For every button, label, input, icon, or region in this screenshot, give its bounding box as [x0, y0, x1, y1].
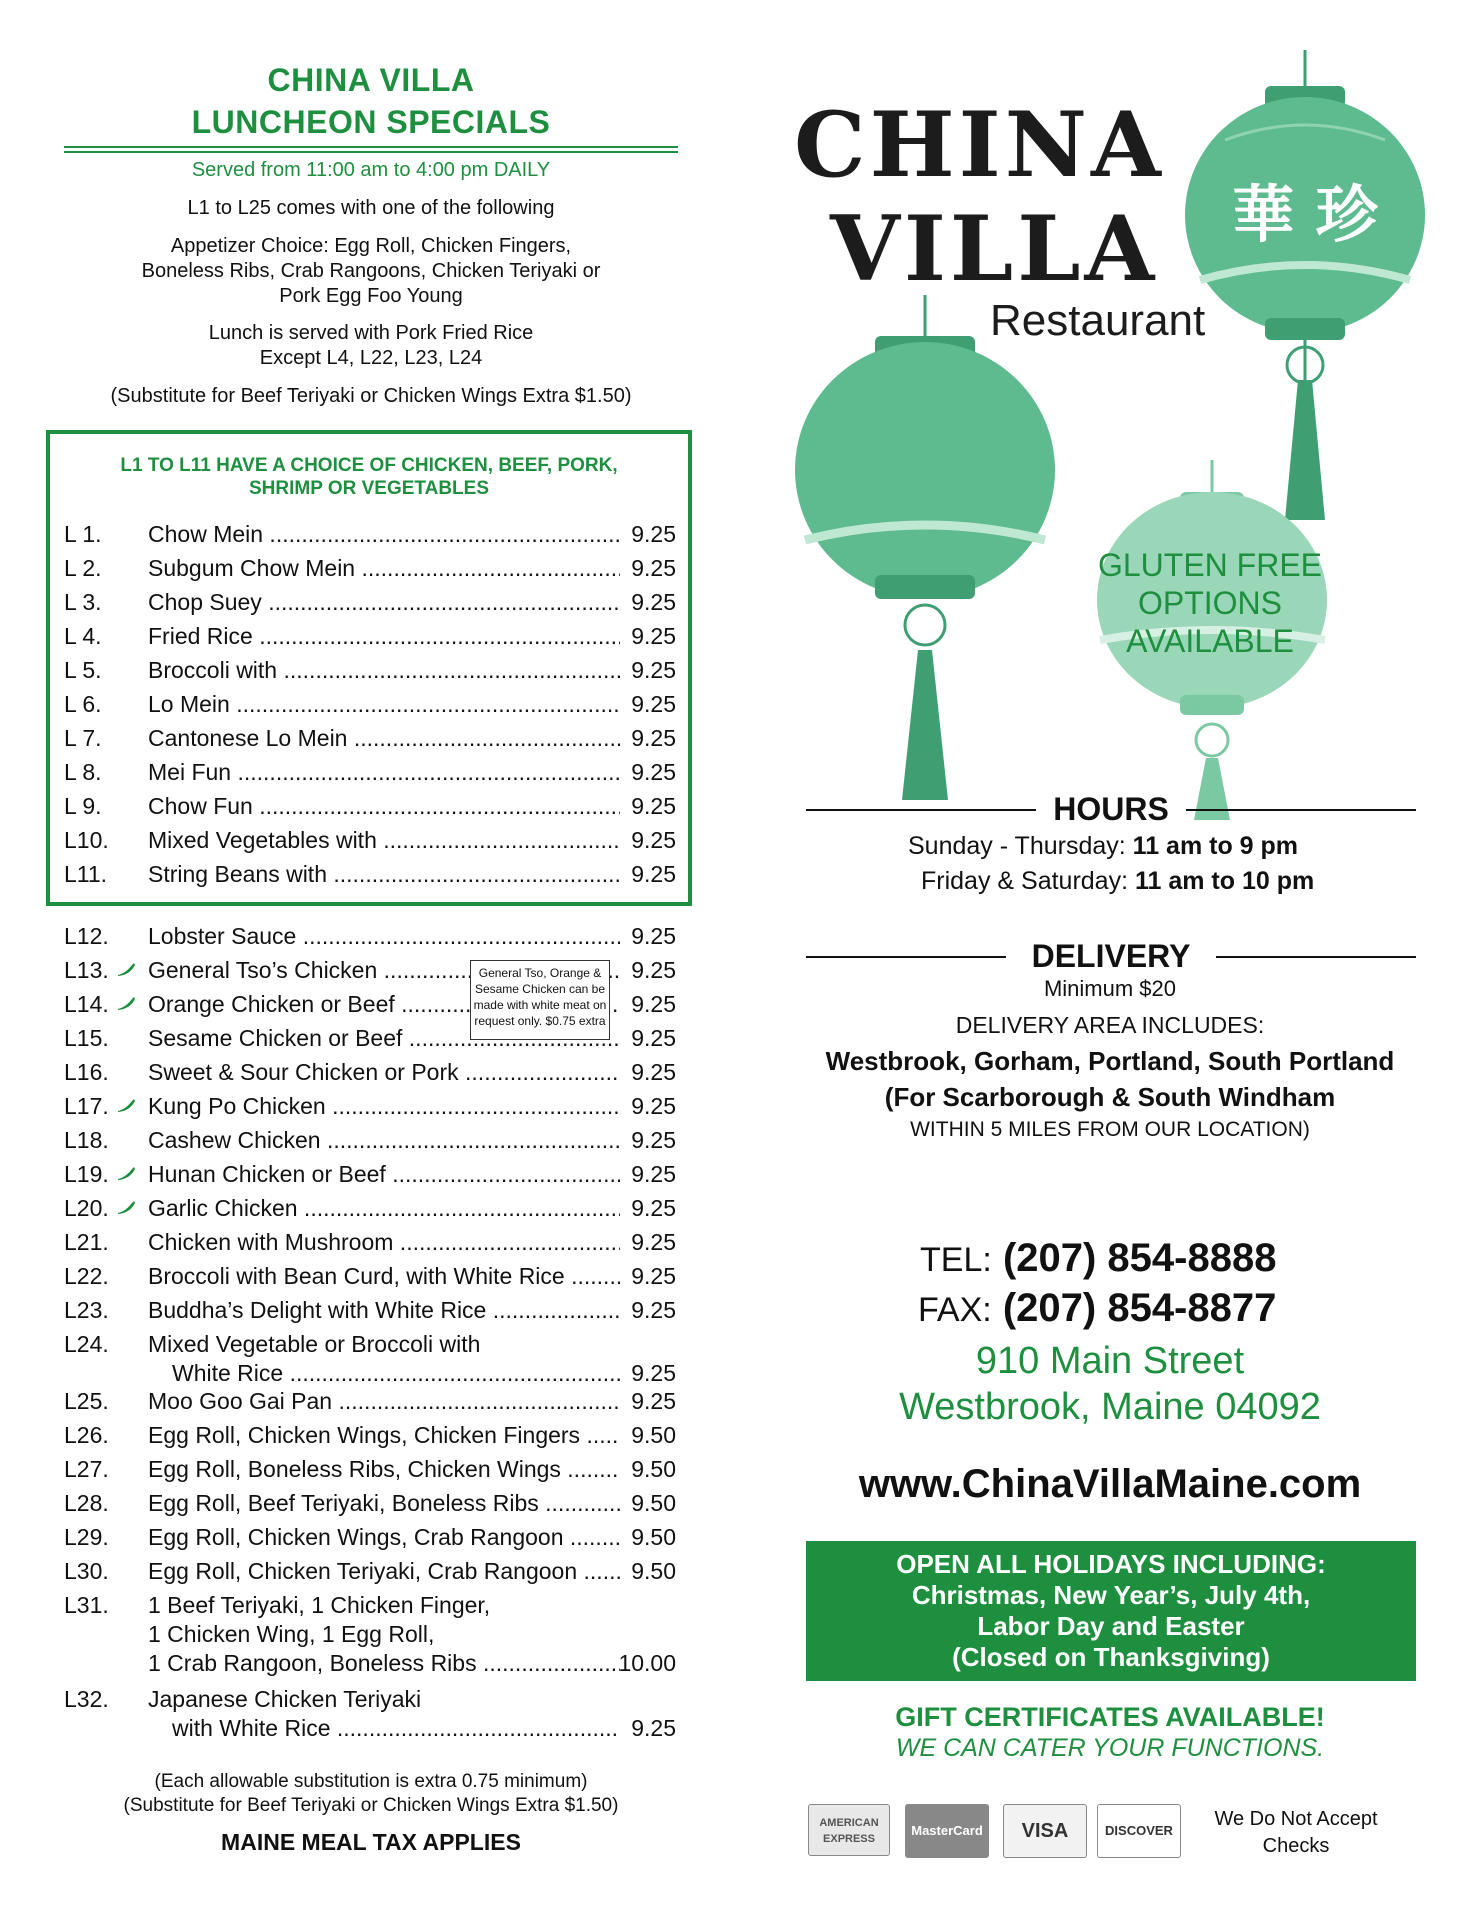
hot-pepper-icon	[116, 1165, 136, 1181]
holiday-line-4: (Closed on Thanksgiving)	[952, 1642, 1270, 1672]
menu-item-name: String Beans with .....	[148, 858, 620, 890]
menu-item-name: Egg Roll, Chicken Wings, Chicken Fingers .....	[148, 1419, 620, 1451]
hours-heading	[806, 793, 1416, 825]
menu-item	[64, 552, 676, 584]
menu-item-price: 9.25	[631, 1161, 676, 1187]
luncheon-specials-column	[0, 0, 740, 1920]
holiday-line-2: Christmas, New Year’s, July 4th,	[911, 1580, 1311, 1610]
menu-item-name: 1 Crab Rangoon, Boneless Ribs .....	[148, 1647, 620, 1679]
menu-item-name: Japanese Chicken Teriyaki	[148, 1686, 422, 1712]
lunch-title-2: LUNCHEON SPECIALS	[191, 104, 551, 140]
menu-item-code: L 3.	[64, 589, 102, 615]
menu-item-code: L30.	[64, 1558, 109, 1584]
menu-item-name: Garlic Chicken .....	[148, 1192, 620, 1224]
menu-item-name: Egg Roll, Chicken Teriyaki, Crab Rangoon .....	[148, 1555, 620, 1587]
catering-note: WE CAN CATER YOUR FUNCTIONS.	[895, 1734, 1325, 1762]
menu-item	[64, 1090, 676, 1122]
menu-item-code: L31.	[64, 1592, 109, 1618]
menu-item	[64, 1056, 676, 1088]
menu-item-name: Orange Chicken or Beef .....	[148, 988, 620, 1020]
menu-item-price: 9.25	[631, 759, 676, 785]
hours-line-2	[921, 865, 1314, 897]
lantern-right	[1185, 50, 1425, 520]
menu-item-name: Chop Suey .....	[148, 586, 620, 618]
menu-item-name: Egg Roll, Beef Teriyaki, Boneless Ribs .....	[148, 1487, 620, 1519]
menu-item-price: 9.25	[631, 1025, 676, 1051]
menu-item-name: Kung Po Chicken .....	[148, 1090, 620, 1122]
menu-item-price: 9.25	[631, 827, 676, 853]
restaurant-label: Restaurant	[990, 296, 1206, 345]
menu-item-code: L 7.	[64, 725, 102, 751]
tax-note: MAINE MEAL TAX APPLIES	[221, 1829, 521, 1855]
menu-item	[64, 1192, 676, 1224]
menu-item-price: 9.25	[631, 521, 676, 547]
menu-item	[64, 1124, 676, 1156]
menu-item-name: Chow Mein .....	[148, 518, 620, 550]
menu-item-price: 9.25	[631, 589, 676, 615]
white-meat-note: General Tso, Orange & Sesame Chicken can be made with white meat on request only. $0.75 extra	[470, 960, 610, 1040]
hours-title: HOURS	[1053, 791, 1169, 827]
holiday-line-1: OPEN ALL HOLIDAYS INCLUDING:	[896, 1549, 1326, 1579]
menu-item-name: Broccoli with Bean Curd, with White Rice .....	[148, 1260, 620, 1292]
fax-label: FAX:	[918, 1291, 992, 1329]
menu-item-code: L 8.	[64, 759, 102, 785]
menu-item-code: L13.	[64, 957, 109, 983]
menu-item-code: L22.	[64, 1263, 109, 1289]
hot-pepper-icon	[116, 995, 136, 1011]
menu-item-name: Moo Goo Gai Pan .....	[148, 1385, 620, 1417]
delivery-area-extra: (For Scarborough & South Windham	[884, 1082, 1336, 1112]
menu-item-price: 9.50	[631, 1490, 676, 1516]
logo-word-villa: VILLA	[830, 196, 1159, 302]
hours-line-1	[908, 830, 1298, 862]
menu-item	[64, 824, 676, 856]
menu-item-code: L 1.	[64, 521, 102, 547]
menu-item-code: L 5.	[64, 657, 102, 683]
menu-item	[64, 920, 676, 952]
menu-item-name: Egg Roll, Boneless Ribs, Chicken Wings .....	[148, 1453, 620, 1485]
menu-item-price: 9.25	[631, 555, 676, 581]
menu-item-name: Cashew Chicken .....	[148, 1124, 620, 1156]
mastercard-logo: MasterCard	[905, 1804, 989, 1858]
menu-item-price: 9.25	[631, 861, 676, 887]
menu-item-code: L23.	[64, 1297, 109, 1323]
menu-item-name: White Rice .....	[172, 1357, 620, 1389]
menu-item-price: 9.25	[631, 923, 676, 949]
menu-item-price: 9.25	[631, 1093, 676, 1119]
menu-item-name: Hunan Chicken or Beef .....	[148, 1158, 620, 1190]
logo-word-china: CHINA	[794, 92, 1165, 198]
hours-days-2: Friday & Saturday:	[921, 867, 1129, 895]
menu-item	[64, 688, 676, 720]
menu-item-price: 9.25	[631, 691, 676, 717]
delivery-area-towns: Westbrook, Gorham, Portland, South Portland	[825, 1046, 1395, 1076]
comes-with-note: L1 to L25 comes with one of the following	[187, 197, 555, 219]
menu-item-price: 9.25	[631, 1388, 676, 1414]
menu-item-code: L10.	[64, 827, 109, 853]
gluten-free-badge	[1060, 546, 1360, 660]
menu-item	[64, 1158, 676, 1190]
menu-item-price: 9.50	[631, 1456, 676, 1482]
amex-card-logo: AMERICAN EXPRESS	[808, 1804, 890, 1856]
menu-item-code: L12.	[64, 923, 109, 949]
menu-item-code: L16.	[64, 1059, 109, 1085]
menu-item-name: 1 Beef Teriyaki, 1 Chicken Finger,	[148, 1592, 491, 1618]
menu-item-code: L11.	[64, 861, 108, 887]
menu-item	[64, 518, 676, 550]
menu-item-name: Lo Mein .....	[148, 688, 620, 720]
choice-box-heading	[50, 454, 688, 500]
menu-item-name: Chow Fun .....	[148, 790, 620, 822]
gluten-free-line-1: GLUTEN FREE	[1097, 547, 1323, 583]
title-rule	[64, 146, 678, 148]
delivery-area-label: DELIVERY AREA INCLUDES:	[955, 1012, 1265, 1038]
choice-heading-line-2: SHRIMP OR VEGETABLES	[249, 478, 489, 499]
holiday-banner	[806, 1541, 1416, 1681]
delivery-area-radius: WITHIN 5 MILES FROM OUR LOCATION)	[910, 1118, 1310, 1141]
fried-rice-line-1: Lunch is served with Pork Fried Rice	[208, 322, 534, 344]
menu-item-code: L 2.	[64, 555, 102, 581]
street-address: 910 Main Street	[975, 1340, 1245, 1382]
menu-item-name: Cantonese Lo Mein .....	[148, 722, 620, 754]
menu-item	[64, 1385, 676, 1417]
gluten-free-line-2: OPTIONS AVAILABLE	[1126, 585, 1294, 659]
hot-pepper-icon	[116, 1199, 136, 1215]
menu-item	[64, 1419, 676, 1451]
menu-item	[64, 1555, 676, 1587]
no-checks-note	[1196, 1806, 1396, 1860]
city-address: Westbrook, Maine 04092	[899, 1386, 1321, 1428]
appetizer-line-2: Boneless Ribs, Crab Rangoons, Chicken Teriyaki or	[141, 260, 601, 282]
menu-item-price: 9.25	[631, 657, 676, 683]
menu-item	[64, 1294, 676, 1326]
menu-item-price: 9.25	[631, 1195, 676, 1221]
menu-item-price: 9.25	[631, 1263, 676, 1289]
hours-time-2: 11 am to 10 pm	[1134, 867, 1315, 895]
menu-item-name: Mixed Vegetables with .....	[148, 824, 620, 856]
menu-item	[64, 586, 676, 618]
delivery-title: DELIVERY	[1031, 938, 1191, 974]
menu-item-name: 1 Chicken Wing, 1 Egg Roll,	[148, 1621, 435, 1647]
no-checks-line-1: We Do Not Accept	[1214, 1808, 1378, 1830]
menu-item-code: L18.	[64, 1127, 109, 1153]
appetizer-line-1: Appetizer Choice: Egg Roll, Chicken Fingers,	[170, 235, 572, 257]
menu-item	[64, 1487, 676, 1519]
menu-item	[64, 654, 676, 686]
menu-item-code: L15.	[64, 1025, 109, 1051]
menu-item-code: L21.	[64, 1229, 109, 1255]
chinese-characters: 華 珍	[1232, 178, 1378, 251]
menu-item-code: L 4.	[64, 623, 102, 649]
menu-item-price: 9.25	[631, 1297, 676, 1323]
substitute-note: (Substitute for Beef Teriyaki or Chicken Wings Extra $1.50)	[110, 385, 632, 407]
menu-item-price: 9.25	[631, 1229, 676, 1255]
menu-item	[64, 1260, 676, 1292]
hot-pepper-icon	[116, 1097, 136, 1113]
tel-number: (207) 854-8888	[1002, 1236, 1277, 1280]
fried-rice-line-2: Except L4, L22, L23, L24	[259, 347, 483, 369]
website[interactable]: www.ChinaVillaMaine.com	[858, 1462, 1362, 1506]
hot-pepper-icon	[116, 961, 136, 977]
gift-certificates: GIFT CERTIFICATES AVAILABLE!	[895, 1702, 1325, 1732]
menu-item-name: Egg Roll, Chicken Wings, Crab Rangoon .....	[148, 1521, 620, 1553]
menu-item-name: Buddha’s Delight with White Rice .....	[148, 1294, 620, 1326]
substitution-note: (Each allowable substitution is extra 0.75 minimum)	[154, 1771, 588, 1792]
menu-item-name: Sweet & Sour Chicken or Pork .....	[148, 1056, 620, 1088]
no-checks-line-2: Checks	[1262, 1835, 1330, 1857]
hours-days-1: Sunday - Thursday:	[908, 832, 1126, 860]
tel-label: TEL:	[920, 1241, 992, 1279]
hours-time-1: 11 am to 9 pm	[1132, 832, 1299, 860]
menu-item-name: Chicken with Mushroom .....	[148, 1226, 620, 1258]
lantern-left	[795, 295, 1055, 800]
delivery-minimum: Minimum $20	[1043, 976, 1177, 1001]
served-hours: Served from 11:00 am to 4:00 pm DAILY	[191, 159, 551, 181]
substitute-note-footer: (Substitute for Beef Teriyaki or Chicken Wings Extra $1.50)	[123, 1795, 619, 1816]
menu-item-name: Lobster Sauce .....	[148, 920, 620, 952]
choice-heading-line-1: L1 TO L11 HAVE A CHOICE OF CHICKEN, BEEF, PORK,	[120, 455, 618, 476]
menu-item-code: L25.	[64, 1388, 109, 1414]
menu-item	[64, 1521, 676, 1553]
menu-item-code: L24.	[64, 1331, 109, 1357]
menu-item	[64, 1683, 676, 1745]
menu-item-code: L29.	[64, 1524, 109, 1550]
menu-item-code: L14.	[64, 991, 109, 1017]
fax-number: (207) 854-8877	[1002, 1286, 1277, 1330]
menu-item-code: L20.	[64, 1195, 109, 1221]
menu-item	[64, 756, 676, 788]
menu-item-price: 9.25	[631, 725, 676, 751]
menu-item	[64, 620, 676, 652]
lunch-title-1: CHINA VILLA	[267, 62, 475, 98]
menu-item-price: 9.50	[631, 1524, 676, 1550]
menu-item-price: 9.25	[631, 957, 676, 983]
menu-item	[64, 1226, 676, 1258]
menu-item-price: 9.25	[631, 1127, 676, 1153]
menu-item-code: L28.	[64, 1490, 109, 1516]
menu-item-price: 9.25	[631, 991, 676, 1017]
menu-item-name: Mixed Vegetable or Broccoli with	[148, 1331, 481, 1357]
menu-item-name: with White Rice .....	[172, 1712, 620, 1744]
discover-logo: DISCOVER	[1097, 1804, 1181, 1858]
menu-item-price: 9.25	[631, 1360, 676, 1386]
menu-item-price: 10.00	[618, 1650, 676, 1676]
menu-item-code: L 6.	[64, 691, 102, 717]
lanterns-illustration	[780, 40, 1440, 820]
menu-item-price: 9.50	[631, 1558, 676, 1584]
menu-item-price: 9.25	[631, 1059, 676, 1085]
title-rule-2	[64, 151, 678, 153]
menu-item-name: Subgum Chow Mein .....	[148, 552, 620, 584]
menu-item-name: Sesame Chicken or Beef .....	[148, 1022, 620, 1054]
menu-item-name: Fried Rice .....	[148, 620, 620, 652]
telephone	[920, 1236, 1276, 1282]
menu-item-code: L32.	[64, 1686, 109, 1712]
menu-item-code: L27.	[64, 1456, 109, 1482]
menu-item-code: L19.	[64, 1161, 109, 1187]
menu-item-code: L26.	[64, 1422, 109, 1448]
menu-item	[64, 790, 676, 822]
menu-item-code: L17.	[64, 1093, 109, 1119]
menu-item-price: 9.25	[631, 1715, 676, 1741]
menu-item-name: Broccoli with .....	[148, 654, 620, 686]
menu-item-code: L 9.	[64, 793, 102, 819]
appetizer-line-3: Pork Egg Foo Young	[279, 285, 463, 307]
menu-item-name: Mei Fun .....	[148, 756, 620, 788]
menu-item	[64, 722, 676, 754]
menu-item-price: 9.25	[631, 793, 676, 819]
menu-item	[64, 1453, 676, 1485]
delivery-heading	[806, 940, 1416, 972]
visa-logo: VISA	[1003, 1804, 1087, 1858]
menu-item	[64, 858, 676, 890]
holiday-line-3: Labor Day and Easter	[977, 1611, 1245, 1641]
menu-item-price: 9.25	[631, 623, 676, 649]
menu-item	[64, 1328, 676, 1390]
menu-item	[64, 1589, 676, 1680]
fax	[918, 1286, 1276, 1332]
menu-item-price: 9.50	[631, 1422, 676, 1448]
menu-item-name: General Tso’s Chicken .....	[148, 954, 620, 986]
